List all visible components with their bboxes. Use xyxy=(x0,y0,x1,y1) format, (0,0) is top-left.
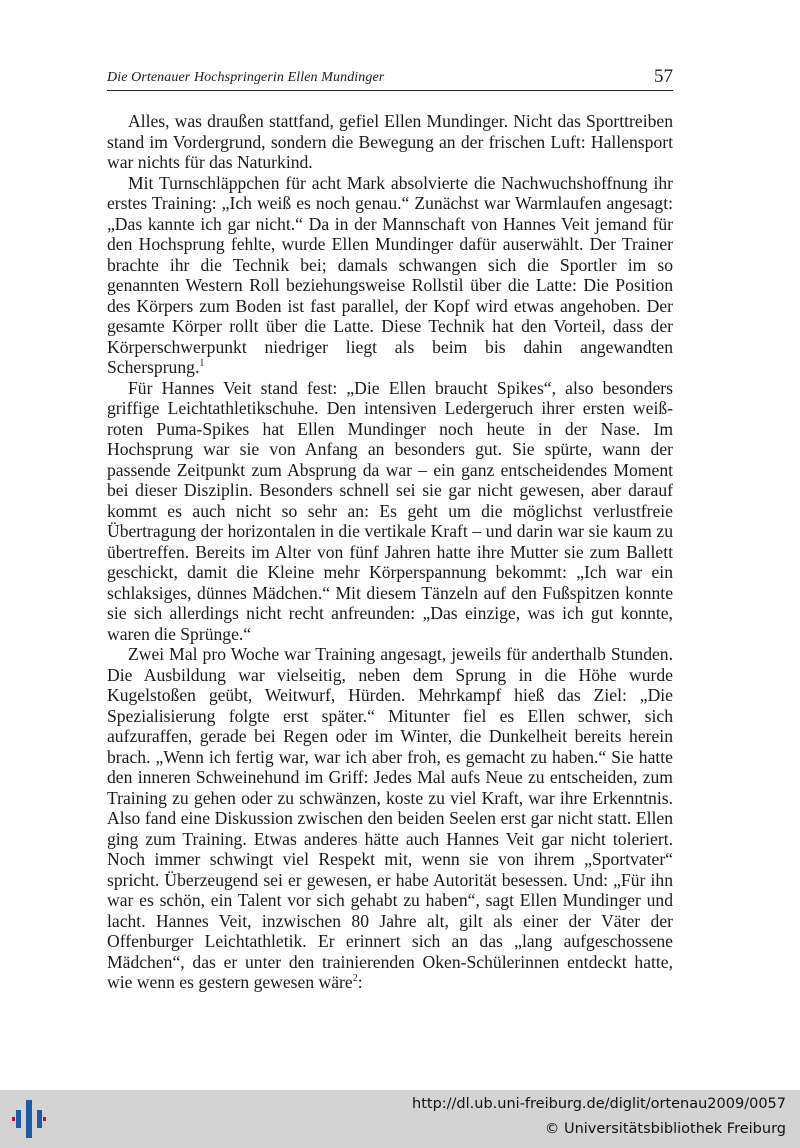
library-logo-icon xyxy=(12,1098,46,1140)
body-text xyxy=(107,111,673,993)
paragraph-2 xyxy=(107,173,673,378)
viewer-footer xyxy=(0,1090,800,1148)
running-title: Die Ortenauer Hochspringerin Ellen Mundinger xyxy=(107,70,385,85)
paragraph-2-text: Mit Turnschläppchen für acht Mark absolvierte die Nachwuchshoffnung ihr erstes Training: „Ich weiß es noch genau.“ Zunächst war Warmlaufen angesagt: „Das kannte ich gar nicht.“ Da in der Mannschaft von Hannes Veit jemand für den Hochsprung fehlte, wurde Ellen Mundinger dafür auserwählt. Der Trainer brachte ihr die Technik bei; damals schwangen sich die Sportler im so genannten Western Roll beziehungsweise Rollstil über die Latte: Die Position des Körpers zum Boden ist fast parallel, der Kopf wird etwas angehoben. Der gesamte Körper rollt über die Latte. Diese Technik hat den Vorteil, dass der Körperschwerpunkt niedriger liegt als beim bis dahin angewandten Schersprung. xyxy=(107,172,673,377)
running-head xyxy=(107,66,673,91)
paragraph-4 xyxy=(107,644,673,993)
paragraph-4-text: Zwei Mal pro Woche war Training angesagt, jeweils für anderthalb Stunden. Die Ausbildung war vielseitig, neben dem Sprung in die Höhe wurde Kugelstoßen geübt, Weitwurf, Hürden. Mehrkampf hieß das Ziel: „Die Spezialisierung folgte erst später.“ Mitunter fiel es Ellen schwer, sich aufzuraffen, gerade bei Regen oder im Winter, die Dunkelheit bereits herein brach. „Wenn ich fertig war, war ich aber froh, es gemacht zu haben.“ Sie hatte den inneren Schweinehund im Griff: Jedes Mal aufs Neue zu entscheiden, zum Training zu gehen oder zu schwänzen, koste zu viel Kraft, war ihre Erkenntnis. Also fand eine Diskussion zwischen den beiden Seelen erst gar nicht statt. Ellen ging zum Training. Etwas anderes hätte auch Hannes Veit gar nicht toleriert. Noch immer schwingt viel Respekt mit, wenn sie von ihrem „Sportvater“ spricht. Überzeugend sei er gewesen, er habe Autorität besessen. Und: „Für ihn war es schön, ein Talent vor sich gehabt zu haben“, sagt Ellen Mundinger und lacht. Hannes Veit, inzwischen 80 Jahre alt, gilt als einer der Väter der Offenburger Leichtathletik. Er erinnert sich an das „lang aufgeschossene Mädchen“, das er unter den trainierenden Oken-Schülerinnen entdeckt hatte, wie wenn es gestern gewesen wäre xyxy=(107,644,673,992)
footnote-mark-1: 1 xyxy=(199,358,205,369)
footnote-mark-2: 2 xyxy=(352,973,358,984)
copyright-text: © Universitätsbibliothek Freiburg xyxy=(544,1121,786,1137)
page-number: 57 xyxy=(654,66,673,87)
source-url-link[interactable]: http://dl.ub.uni-freiburg.de/diglit/ortenau2009/0057 xyxy=(412,1096,786,1112)
paragraph-1: Alles, was draußen stattfand, gefiel Ellen Mundinger. Nicht das Sporttreiben stand im Vordergrund, sondern die Bewegung an der frischen Luft: Hallensport war nichts für das Naturkind. xyxy=(107,111,673,172)
paragraph-3: Für Hannes Veit stand fest: „Die Ellen braucht Spikes“, also besonders griffige Leichtathletikschuhe. Den intensiven Ledergeruch ihrer ersten weiß-roten Puma-Spikes hat Ellen Mundinger noch heute in der Nase. Im Hochsprung war sie von Anfang an besonders gut. Sie spürte, wann der passende Zeitpunkt zum Absprung da war – ein ganz entscheidendes Moment bei dieser Disziplin. Besonders schnell sei sie gar nicht gewesen, aber darauf kommt es auch nicht so sehr an: Es geht um die möglichst verlustfreie Übertragung der horizontalen in die vertikale Kraft – und darin war sie kaum zu übertreffen. Bereits im Alter von fünf Jahren hatte ihre Mutter sie zum Ballett geschickt, damit die Kleine mehr Körperspannung bekommt: „Ich war ein schlaksiges, dünnes Mädchen.“ Mit diesem Tänzeln auf den Fußspitzen konnte sie sich allerdings nicht recht anfreunden: „Das einzige, was ich gut konnte, waren die Sprünge.“ xyxy=(107,377,673,644)
trailing-colon: : xyxy=(357,972,363,992)
